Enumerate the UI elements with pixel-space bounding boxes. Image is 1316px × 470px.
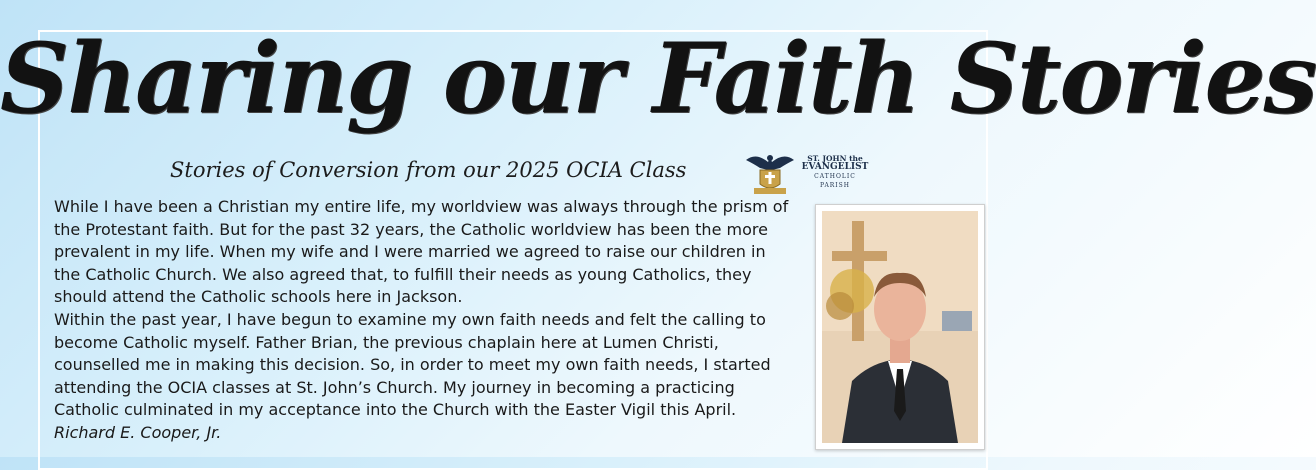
parish-name-line1: ST. JOHN the [807, 154, 863, 163]
parish-name-line3: CATHOLIC [814, 173, 856, 180]
parish-name-line4: PARISH [819, 182, 851, 189]
parish-name-line2: EVANGELIST [801, 162, 869, 172]
author-photo [815, 204, 985, 450]
parish-logo [742, 150, 869, 198]
page-title: Sharing our Faith Stories [0, 22, 1316, 135]
story-author: Richard E. Cooper, Jr. [54, 422, 222, 442]
story-text [54, 196, 794, 445]
eagle-shield-icon [742, 150, 798, 198]
story-paragraph-2: Within the past year, I have begun to examine my own faith needs and felt the calling to become Catholic myself. Father Brian, the previous chaplain here at Lumen Christi, counselled me in making this decision. So, in order to meet my own faith needs, I started attending the OCIA classes at St. John’s Church. My journey in becoming a practicing Catholic culminated in my acceptance into the Church with the Easter Vigil this April. [54, 309, 771, 420]
page-subtitle: Stories of Conversion from our 2025 OCIA Class [170, 158, 687, 182]
story-paragraph-1: While I have been a Christian my entire life, my worldview was always through the prism of the Protestant faith. But for the past 32 years, the Catholic worldview has been the more prevalent in my life. When my wife and I were married we agreed to raise our children in the Catholic Church. We also agreed that, to fulfill their needs as young Catholics, they should attend the Catholic schools here in Jackson. [54, 197, 789, 307]
portrait-image [822, 211, 978, 443]
parish-name [800, 154, 870, 190]
